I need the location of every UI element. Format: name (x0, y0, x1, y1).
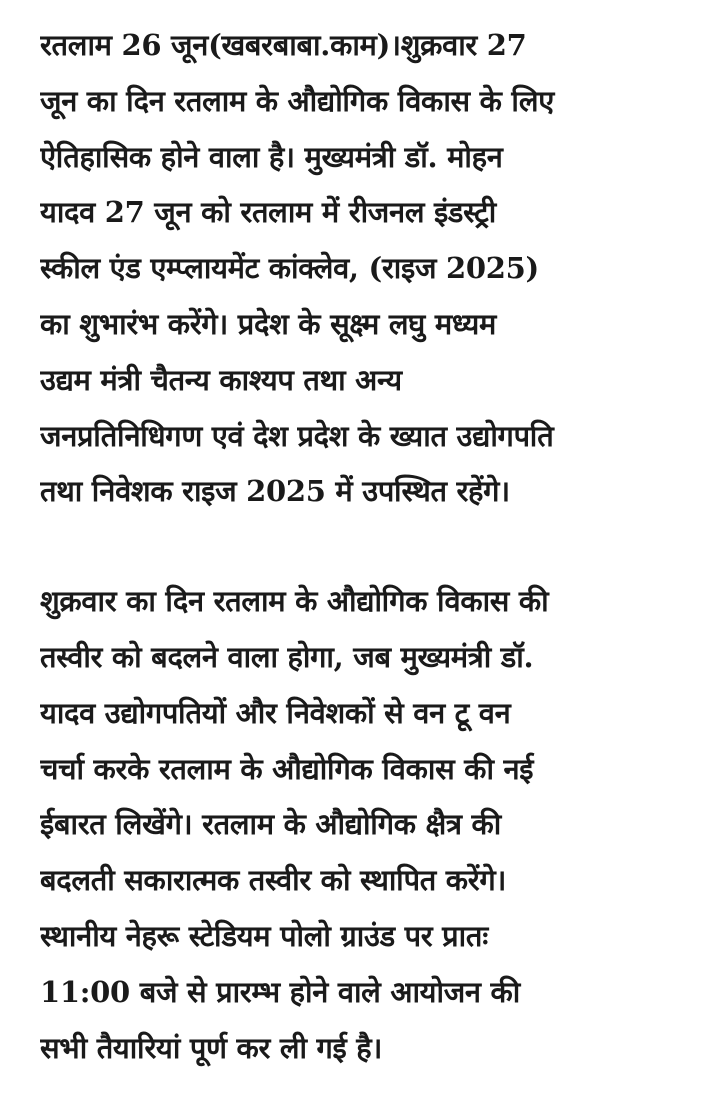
text-line: 11:00 बजे से प्रारम्भ होने वाले आयोजन की (40, 974, 521, 1009)
paragraph-spacer (40, 520, 700, 574)
text-line: चर्चा करके रतलाम के औद्योगिक विकास की नई (40, 751, 534, 786)
news-article (40, 18, 700, 1076)
text-line: स्थानीय नेहरू स्टेडियम पोलो ग्राउंड पर प्रातः (40, 918, 488, 953)
text-line: यादव 27 जून को रतलाम में रीजनल इंडस्ट्री (40, 195, 496, 230)
text-line: जनप्रतिनिधिगण एवं देश प्रदेश के ख्यात उद्योगपति (40, 418, 554, 453)
text-line: जून का दिन रतलाम के औद्योगिक विकास के लिए (40, 83, 555, 118)
text-line: ऐतिहासिक होने वाला है। मुख्यमंत्री डॉ. मोहन (40, 139, 503, 174)
text-line: बदलती सकारात्मक तस्वीर को स्थापित करेंगे। (40, 863, 507, 898)
text-line: सभी तैयारियां पूर्ण कर ली गई है। (40, 1030, 383, 1065)
text-line: उद्यम मंत्री चैतन्य काश्यप तथा अन्य (40, 362, 402, 397)
text-line: यादव उद्योगपतियों और निवेशकों से वन टू वन (40, 695, 511, 730)
text-line: रतलाम 26 जून(खबरबाबा.काम)।शुक्रवार 27 (40, 28, 527, 62)
text-line: का शुभारंभ करेंगे। प्रदेश के सूक्ष्म लघु मध्यम (40, 306, 497, 341)
text-line: तथा निवेशक राइज 2025 में उपस्थित रहेंगे। (40, 474, 510, 509)
article-paragraph-2 (40, 574, 700, 1076)
text-line: ईबारत लिखेंगे। रतलाम के औद्योगिक क्षैत्र की (40, 807, 502, 842)
article-paragraph-1 (40, 18, 700, 520)
text-line: शुक्रवार का दिन रतलाम के औद्योगिक विकास की (40, 584, 549, 619)
text-line: तस्वीर को बदलने वाला होगा, जब मुख्यमंत्री डॉ. (40, 639, 534, 674)
text-line: स्कील एंड एम्प्लायमेंट कांक्लेव, (राइज 2025) (40, 251, 539, 286)
